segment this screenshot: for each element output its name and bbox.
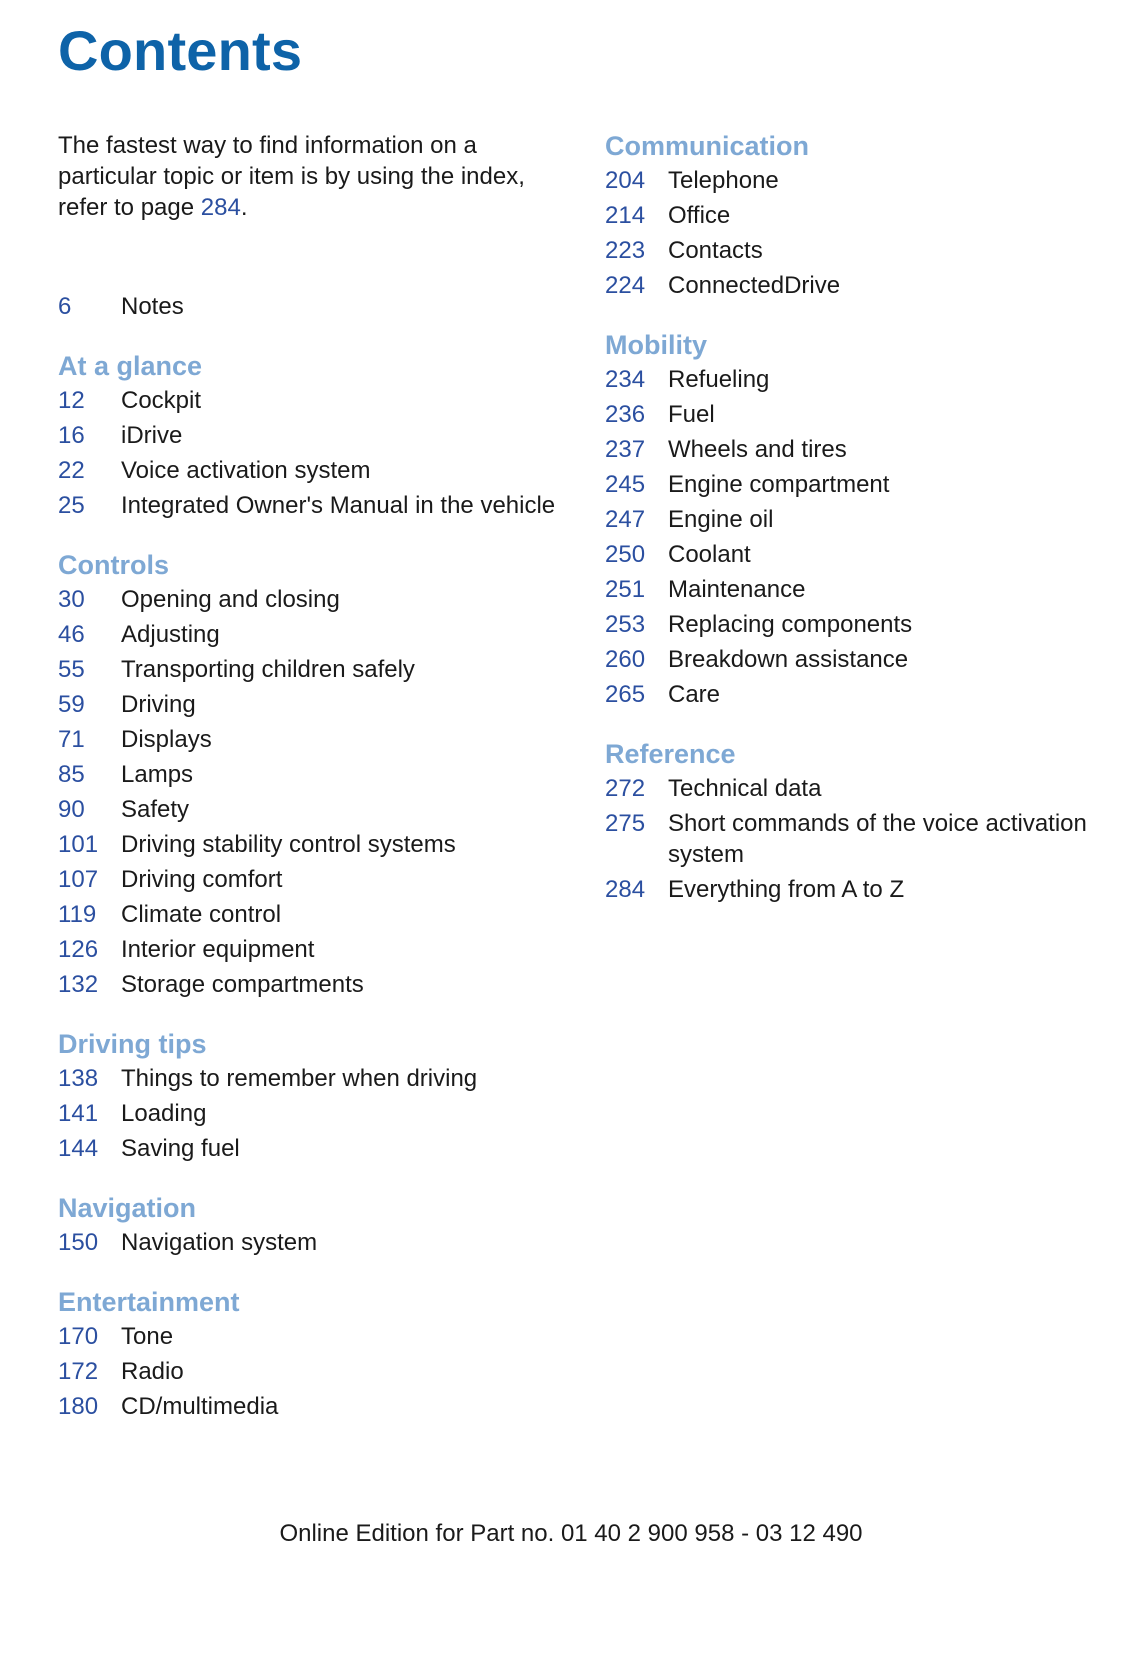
toc-entry-safety[interactable] (58, 792, 578, 827)
toc-entry-connecteddrive[interactable] (605, 268, 1125, 303)
toc-entry-cockpit[interactable] (58, 383, 578, 418)
toc-entry-driving-stability-control-systems[interactable] (58, 827, 578, 862)
toc-entry-label[interactable]: Tone (121, 1323, 174, 1350)
toc-entry-label[interactable]: Saving fuel (121, 1135, 240, 1162)
toc-entry-engine-oil[interactable] (605, 502, 1125, 537)
toc-page-number[interactable]: 150 (58, 1229, 99, 1256)
toc-section-driving-tips (58, 1028, 578, 1166)
toc-entry-saving-fuel[interactable] (58, 1131, 578, 1166)
section-title: At a glance (58, 351, 203, 381)
toc-entry-refueling[interactable] (605, 362, 1125, 397)
toc-entry-label[interactable]: CD/multimedia (121, 1393, 279, 1420)
toc-section-communication (605, 130, 1125, 303)
toc-page-number[interactable]: 6 (58, 293, 72, 320)
toc-page-number[interactable]: 284 (605, 876, 646, 903)
toc-page-number[interactable]: 223 (605, 237, 646, 264)
toc-page-number[interactable]: 247 (605, 506, 646, 533)
toc-entry-idrive[interactable] (58, 418, 578, 453)
intro-index-page-link[interactable]: 284 (200, 194, 241, 221)
toc-entry-label[interactable]: Interior equipment (121, 936, 315, 963)
toc-page-number[interactable]: 144 (58, 1135, 99, 1162)
toc-entry-label[interactable]: iDrive (121, 422, 183, 449)
toc-entry-interior-equipment[interactable] (58, 932, 578, 967)
toc-entry-office[interactable] (605, 198, 1125, 233)
toc-entry-maintenance[interactable] (605, 572, 1125, 607)
toc-entry-label[interactable]: Engine compartment (668, 471, 890, 498)
toc-entry-voice-activation-system[interactable] (58, 453, 578, 488)
toc-page-number[interactable]: 253 (605, 611, 646, 638)
toc-page-number[interactable]: 22 (58, 457, 85, 484)
toc-page-number[interactable]: 214 (605, 202, 646, 229)
toc-entry-label[interactable]: Cockpit (121, 387, 202, 414)
toc-entry-label[interactable]: Replacing components (668, 611, 913, 638)
section-title: Mobility (605, 330, 707, 360)
toc-page-number[interactable]: 85 (58, 761, 85, 788)
toc-entry-label[interactable]: Care (668, 681, 721, 708)
section-title: Controls (58, 550, 169, 580)
toc-page-number[interactable]: 272 (605, 775, 646, 802)
toc-page-number[interactable]: 126 (58, 936, 99, 963)
intro-paragraph (58, 130, 578, 223)
toc-entry-label[interactable]: Driving stability control systems (121, 831, 456, 858)
section-title: Communication (605, 131, 810, 161)
toc-entry-label[interactable]: Office (668, 202, 731, 229)
page-title: Contents (58, 19, 303, 82)
toc-page-number[interactable]: 101 (58, 831, 99, 858)
toc-entry-radio[interactable] (58, 1354, 578, 1389)
toc-entry-integrated-owner-s-manual-in-the-vehicle[interactable] (58, 488, 578, 523)
toc-entry-label[interactable]: Adjusting (121, 621, 220, 648)
toc-entry-label[interactable]: Climate control (121, 901, 282, 928)
toc-entry-engine-compartment[interactable] (605, 467, 1125, 502)
toc-entry-label[interactable]: Lamps (121, 761, 194, 788)
toc-page-number[interactable]: 172 (58, 1358, 99, 1385)
toc-page-number[interactable]: 170 (58, 1323, 99, 1350)
intro-text: The fastest way to find information on a particular topic or item is by using the index, refer to page (58, 132, 525, 221)
toc-entry-opening-and-closing[interactable] (58, 582, 578, 617)
toc-entry-breakdown-assistance[interactable] (605, 642, 1125, 677)
toc-page-number[interactable]: 138 (58, 1065, 99, 1092)
section-title: Driving tips (58, 1029, 207, 1059)
toc-entry-replacing-components[interactable] (605, 607, 1125, 642)
toc-page-number[interactable]: 250 (605, 541, 646, 568)
toc-entry-displays[interactable] (58, 722, 578, 757)
toc-page-number[interactable]: 237 (605, 436, 646, 463)
toc-page-number[interactable]: 30 (58, 586, 85, 613)
toc-entry-contacts[interactable] (605, 233, 1125, 268)
toc-page-number[interactable]: 132 (58, 971, 99, 998)
toc-entry-label[interactable]: Opening and closing (121, 586, 340, 613)
left-toc-sections (58, 350, 578, 1424)
toc-entry-tone[interactable] (58, 1319, 578, 1354)
toc-entry-label[interactable]: Things to remember when driving (121, 1065, 478, 1092)
toc-entry-adjusting[interactable] (58, 617, 578, 652)
toc-entry-driving-comfort[interactable] (58, 862, 578, 897)
toc-entry-label[interactable]: Navigation system (121, 1229, 318, 1256)
toc-section-entertainment (58, 1286, 578, 1424)
toc-entry-label[interactable]: Short commands of the voice activation system (668, 810, 1087, 868)
toc-entry-label[interactable]: Contacts (668, 237, 763, 264)
toc-entry-label[interactable]: Displays (121, 726, 212, 753)
toc-page-number[interactable]: 25 (58, 492, 85, 519)
toc-entry-label[interactable]: Driving comfort (121, 866, 283, 893)
toc-entry-driving[interactable] (58, 687, 578, 722)
footer-edition-note: Online Edition for Part no. 01 40 2 900 958 - 03 12 490 (279, 1520, 863, 1547)
notes-section (58, 289, 578, 324)
toc-entry-telephone[interactable] (605, 163, 1125, 198)
toc-entry-cd-multimedia[interactable] (58, 1389, 578, 1424)
toc-page-number[interactable]: 90 (58, 796, 85, 823)
toc-entry-label[interactable]: Breakdown assistance (668, 646, 909, 673)
toc-entry-technical-data[interactable] (605, 771, 1125, 806)
toc-entry-label[interactable]: Telephone (668, 167, 779, 194)
section-title: Navigation (58, 1193, 197, 1223)
toc-page-number[interactable]: 204 (605, 167, 646, 194)
toc-section-at-a-glance (58, 350, 578, 523)
section-title: Entertainment (58, 1287, 240, 1317)
toc-page-number[interactable]: 275 (605, 810, 646, 837)
toc-entry-fuel[interactable] (605, 397, 1125, 432)
toc-page-number[interactable]: 55 (58, 656, 85, 683)
toc-page-number[interactable]: 260 (605, 646, 646, 673)
toc-entry-everything-from-a-to-z[interactable] (605, 872, 1125, 907)
toc-entry-label[interactable]: Notes (121, 293, 184, 320)
toc-entry-storage-compartments[interactable] (58, 967, 578, 1002)
toc-entry-label[interactable]: Safety (121, 796, 190, 823)
toc-page-number[interactable]: 107 (58, 866, 99, 893)
right-toc-sections (605, 130, 1125, 907)
toc-entry-short-commands-of-the-voice-activation-system[interactable] (605, 806, 1125, 872)
toc-entry-wheels-and-tires[interactable] (605, 432, 1125, 467)
toc-entry-notes[interactable] (58, 289, 578, 324)
toc-page-number[interactable]: 59 (58, 691, 85, 718)
toc-entry-label[interactable]: Technical data (668, 775, 822, 802)
toc-page-number[interactable]: 71 (58, 726, 85, 753)
toc-page-number[interactable]: 46 (58, 621, 85, 648)
toc-entry-label[interactable]: Driving (121, 691, 196, 718)
toc-page-number[interactable]: 119 (58, 901, 97, 928)
toc-entry-care[interactable] (605, 677, 1125, 712)
toc-entry-lamps[interactable] (58, 757, 578, 792)
toc-section-navigation (58, 1192, 578, 1260)
toc-entry-label[interactable]: Loading (121, 1100, 207, 1127)
toc-page-number[interactable]: 141 (58, 1100, 99, 1127)
toc-section-reference (605, 738, 1125, 907)
left-column (58, 130, 578, 1450)
right-column (605, 130, 1125, 933)
toc-section-mobility (605, 329, 1125, 712)
toc-entry-label[interactable]: ConnectedDrive (668, 272, 841, 299)
toc-entry-label[interactable]: Radio (121, 1358, 184, 1385)
toc-entry-label[interactable]: Engine oil (668, 506, 774, 533)
toc-entry-label[interactable]: Wheels and tires (668, 436, 847, 463)
toc-entry-coolant[interactable] (605, 537, 1125, 572)
toc-page-number[interactable]: 16 (58, 422, 85, 449)
toc-page-number[interactable]: 224 (605, 272, 646, 299)
toc-entry-label[interactable]: Coolant (668, 541, 751, 568)
toc-page-number[interactable]: 251 (605, 576, 646, 603)
toc-entry-label[interactable]: Storage compartments (121, 971, 364, 998)
toc-entry-label[interactable]: Everything from A to Z (668, 876, 905, 903)
toc-page-number[interactable]: 180 (58, 1393, 99, 1420)
toc-entry-label[interactable]: Transporting children safely (121, 656, 415, 683)
toc-page-number[interactable]: 234 (605, 366, 646, 393)
toc-entry-label[interactable]: Integrated Owner's Manual in the vehicle (121, 492, 556, 519)
toc-entry-label[interactable]: Fuel (668, 401, 715, 428)
toc-entry-loading[interactable] (58, 1096, 578, 1131)
toc-entry-climate-control[interactable] (58, 897, 578, 932)
toc-entry-things-to-remember-when-driving[interactable] (58, 1061, 578, 1096)
toc-entry-label[interactable]: Voice activation system (121, 457, 371, 484)
toc-entry-label[interactable]: Refueling (668, 366, 770, 393)
section-title: Reference (605, 739, 736, 769)
toc-entry-navigation-system[interactable] (58, 1225, 578, 1260)
toc-section-controls (58, 549, 578, 1002)
toc-page-number[interactable]: 236 (605, 401, 646, 428)
toc-page-number[interactable]: 12 (58, 387, 85, 414)
toc-entry-label[interactable]: Maintenance (668, 576, 806, 603)
toc-page-number[interactable]: 245 (605, 471, 646, 498)
intro-end: . (240, 194, 248, 221)
toc-entry-transporting-children-safely[interactable] (58, 652, 578, 687)
toc-page-number[interactable]: 265 (605, 681, 646, 708)
